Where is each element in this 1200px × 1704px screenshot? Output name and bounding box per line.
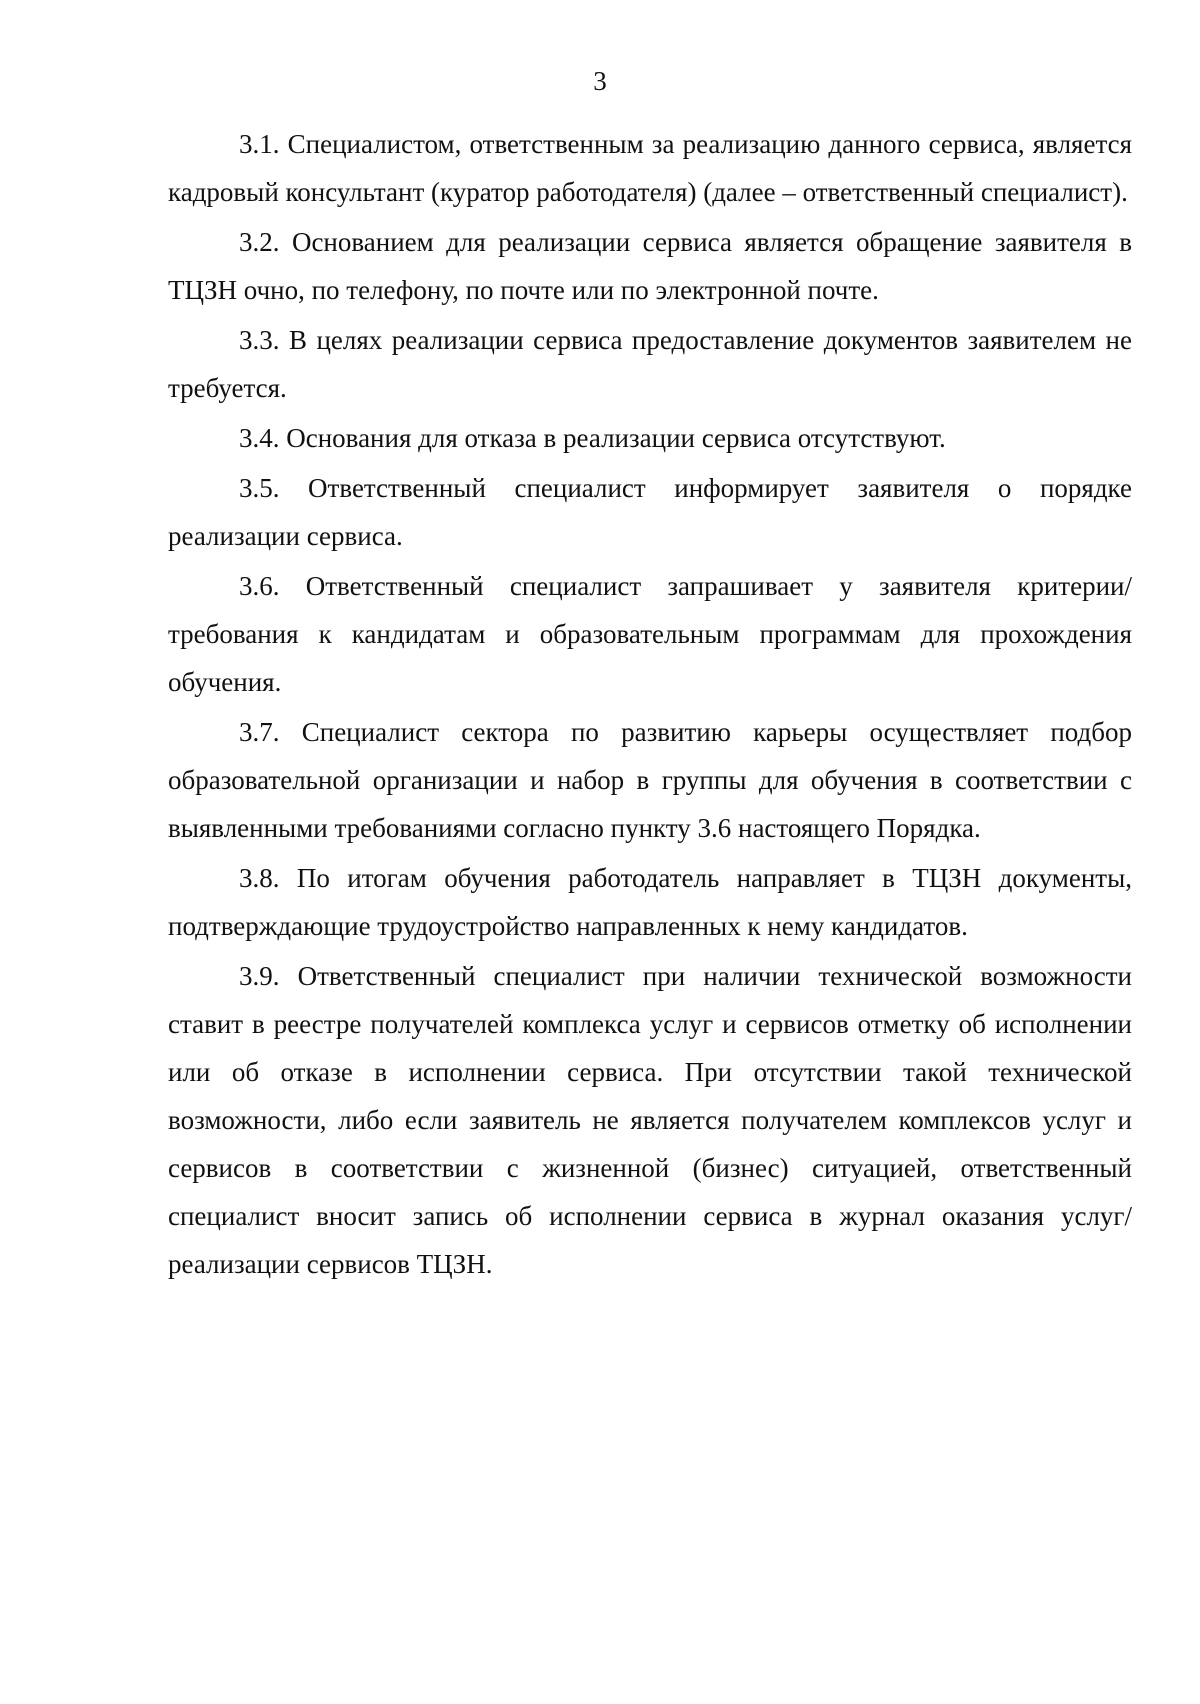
paragraph-3-1: 3.1. Специалистом, ответственным за реализацию данного сервиса, является кадровый консультант (куратор работодателя) (далее – ответственный специалист). (168, 129, 1132, 207)
paragraph-3-2: 3.2. Основанием для реализации сервиса является обращение заявителя в ТЦЗН очно, по телефону, по почте или по электронной почте. (168, 227, 1132, 305)
paragraph-3-9: 3.9. Ответственный специалист при наличии технической возможности ставит в реестре получателей комплекса услуг и сервисов отметку об исполнении или об отказе в исполнении сервиса. При отсутствии такой технической возможности, либо если заявитель не является получателем комплексов услуг и сервисов в соответствии с жизненной (бизнес) ситуацией, ответственный специалист вносит запись об исполнении сервиса в журнал оказания услуг/реализации сервисов ТЦЗН. (168, 961, 1132, 1279)
paragraph-3-7: 3.7. Специалист сектора по развитию карьеры осуществляет подбор образовательной организации и набор в группы для обучения в соответствии с выявленными требованиями согласно пункту 3.6 настоящего Порядка. (168, 717, 1132, 843)
page-number: 3 (593, 66, 607, 96)
paragraph-3-6: 3.6. Ответственный специалист запрашивает у заявителя критерии/требования к кандидатам и образовательным программам для прохождения обучения. (168, 571, 1132, 697)
paragraph-3-3: 3.3. В целях реализации сервиса предоставление документов заявителем не требуется. (168, 325, 1132, 403)
paragraph-3-4: 3.4. Основания для отказа в реализации сервиса отсутствуют. (239, 423, 946, 453)
paragraph-3-5: 3.5. Ответственный специалист информирует заявителя о порядке реализации сервиса. (168, 473, 1132, 551)
document-body (168, 120, 1132, 1288)
paragraph-3-8: 3.8. По итогам обучения работодатель направляет в ТЦЗН документы, подтверждающие трудоустройство направленных к нему кандидатов. (168, 863, 1132, 941)
